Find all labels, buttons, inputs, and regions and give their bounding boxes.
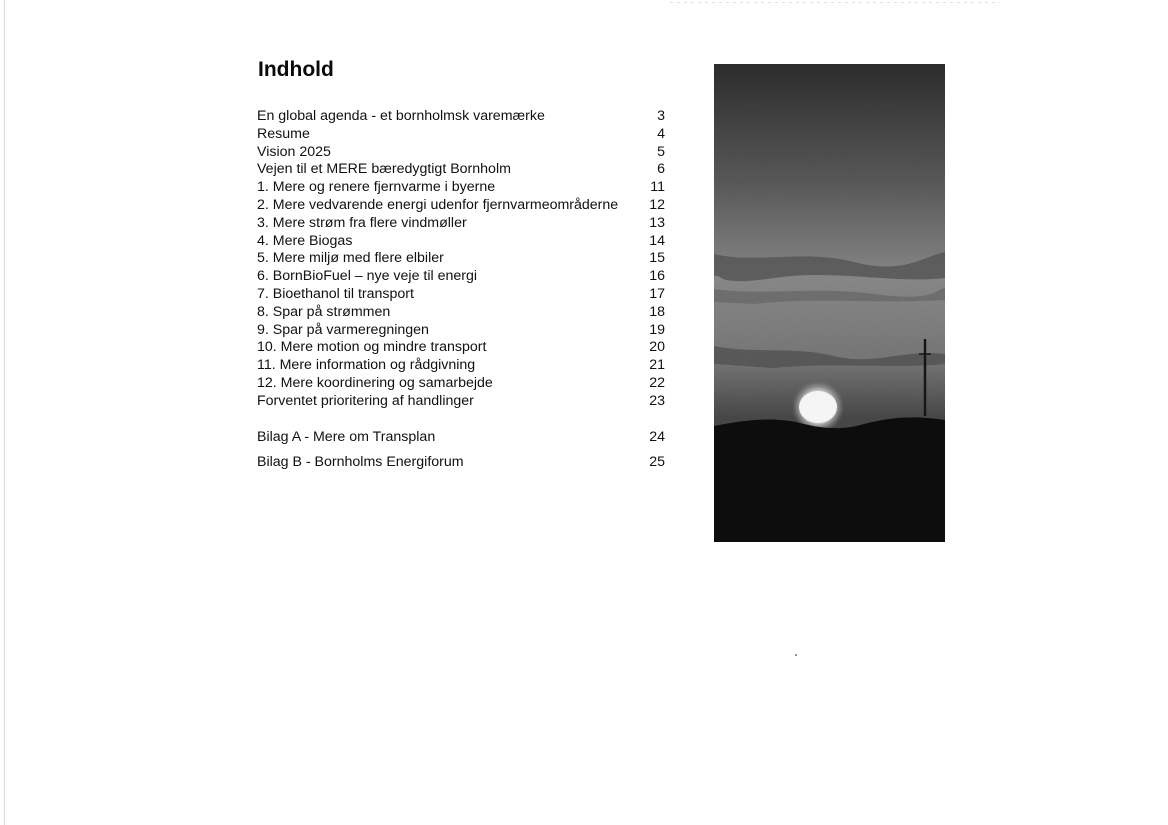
scan-speck [795,654,797,656]
toc-entry-title: Bilag B - Bornholms Energiforum [257,454,464,471]
sunset-photo-icon [714,64,945,542]
toc-entry-page: 22 [649,374,665,391]
toc-entry-title: 5. Mere miljø med flere elbiler [257,250,444,267]
toc-entry [257,304,665,322]
toc-entry [257,357,665,375]
toc-entry-title: 12. Mere koordinering og samarbejde [257,374,493,391]
toc-entry [257,286,665,304]
toc-entry-title: Vejen til et MERE bæredygtigt Bornholm [257,161,511,178]
scan-edge-dots [670,2,1000,3]
toc-entry-title: 9. Spar på varmeregningen [257,321,429,338]
toc-entry-title: 10. Mere motion og mindre transport [257,339,487,356]
toc-entry-page: 13 [649,214,665,231]
toc-entry [257,250,665,268]
toc-entry-title: Bilag A - Mere om Transplan [257,428,436,445]
toc-entry [257,339,665,357]
toc-entry-page: 12 [649,196,665,213]
toc-entry [257,197,665,215]
toc-entry-page: 20 [649,339,665,356]
toc-entry-title: 4. Mere Biogas [257,232,353,249]
toc-entry-title: En global agenda - et bornholmsk varemærke [257,108,545,124]
toc-entry [257,126,665,144]
toc-entry [257,233,665,251]
toc-entry-title: 6. BornBioFuel – nye veje til energi [257,268,478,285]
toc-entry-title: 7. Bioethanol til transport [257,285,414,302]
toc-entry [257,375,665,393]
toc-entry-title: 3. Mere strøm fra flere vindmøller [257,214,467,231]
toc-entry-page: 3 [657,108,665,124]
toc-entry-page: 25 [649,454,665,471]
toc-entry-title: 8. Spar på strømmen [257,303,391,320]
toc-entry-page: 21 [649,357,665,374]
page-title: Indhold [258,58,334,81]
toc-entry-page: 23 [649,392,665,409]
toc-entry [257,108,665,126]
toc-entry-title: Vision 2025 [257,143,331,160]
toc-entry [257,161,665,179]
toc-appendix-entry [257,429,665,447]
toc-entry-page: 6 [657,161,665,178]
toc-entry-page: 4 [657,125,665,142]
toc-entry-title: Forventet prioritering af handlinger [257,392,474,409]
toc-entry-page: 15 [649,250,665,267]
toc-entry-page: 19 [649,321,665,338]
scan-edge-line [4,0,5,825]
table-of-contents [257,108,665,472]
toc-entry-title: 1. Mere og renere fjernvarme i byerne [257,179,496,196]
toc-entry-page: 11 [650,179,665,196]
toc-entry-page: 16 [649,268,665,285]
toc-entry [257,322,665,340]
toc-entry [257,215,665,233]
toc-entry-page: 17 [649,285,665,302]
toc-entry-page: 24 [649,428,665,445]
toc-appendix-entry [257,454,665,472]
toc-entry-page: 14 [649,232,665,249]
toc-entry [257,268,665,286]
toc-entry-page: 18 [649,303,665,320]
toc-entry-title: Resume [257,125,310,142]
toc-entry-page: 5 [657,143,665,160]
toc-entry [257,179,665,197]
toc-entry-title: 2. Mere vedvarende energi udenfor fjernvarmeområderne [257,196,619,213]
toc-entry [257,144,665,162]
toc-entry-title: 11. Mere information og rådgivning [257,357,476,374]
toc-entry [257,393,665,411]
